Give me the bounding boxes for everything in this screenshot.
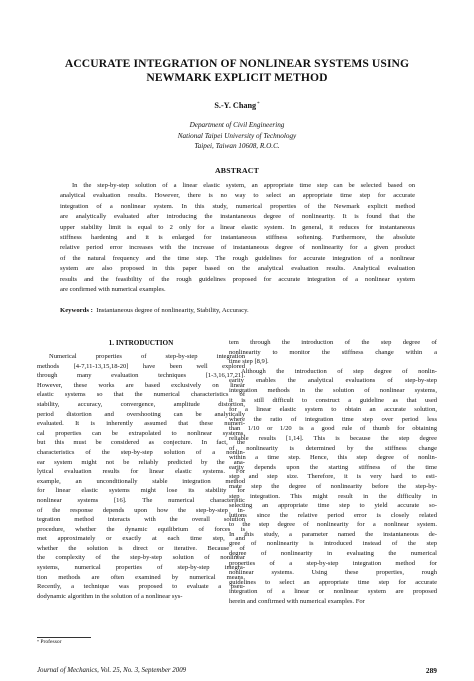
title-line: NEWMARK EXPLICIT METHOD [146, 71, 328, 84]
body-line: period distortion and overshooting can be analytically [37, 410, 245, 418]
footnote-text: Professor [40, 639, 62, 645]
page-number: 289 [425, 666, 437, 675]
affiliation-line: National Taipei University of Technology [177, 131, 297, 140]
body-line: for linear elastic systems might lose its stability for [37, 487, 245, 495]
body-line: met approximately or exactly at each time step, and [37, 535, 245, 543]
body-line: elastic systems so that the numerical characteristics of [37, 391, 245, 399]
abstract-body [60, 181, 415, 295]
body-line: to the step degree of nonlinearity for a nonlinear system. [229, 521, 437, 529]
body-line: of the response depends upon how the step-by-step in- [37, 506, 245, 514]
body-line: degree of nonlinearity in evaluating the numerical [229, 550, 437, 558]
body-line: through many evaluation techniques [1-3,16,17,21]. [37, 372, 245, 380]
keywords-text: Instantaneous degree of nonlinearity, Stability, Accuracy. [96, 307, 249, 314]
journal-footer: Journal of Mechanics, Vol. 25, No. 3, September 2009 [37, 667, 187, 674]
body-line: procedure, whether the dynamic equilibrium of forces is [37, 525, 245, 533]
body-line: Numerical properties of step-by-step integration [49, 353, 245, 360]
title-line: ACCURATE INTEGRATION OF NONLINEAR SYSTEMS USING [64, 57, 410, 70]
body-line: nonlinear systems. Using these properties, rough [229, 569, 437, 577]
abstract-line: are analytically evaluated after introducing the instantaneous degree of nonlinearity. It is found that the [60, 213, 415, 221]
author-name: S.-Y. Chang [214, 101, 257, 110]
body-line: guidelines to select an appropriate time step for accurate [229, 578, 437, 586]
abstract-line: integration of a nonlinear system. In this study, numerical properties of the Newmark explicit method [60, 202, 415, 210]
keywords [60, 306, 415, 316]
body-line: lutions since the relative period error is closely related [229, 511, 437, 519]
body-line: systems, numerical properties of step-by-step integra- [37, 564, 245, 572]
body-line: step and step size. Therefore, it is very hard to esti- [229, 473, 437, 481]
body-line: nonlinearity to monitor the stiffness change within a [229, 348, 437, 356]
body-line: evaluated. It is inherently assumed that these numeri- [37, 420, 245, 428]
abstract-line: upper stability limit is equal to 2 only for a linear elastic system. In general, it reduces for instantaneous [60, 223, 415, 231]
body-line: of nonlinearity is determined by the stiffness change [229, 444, 437, 452]
abstract-line: results and the feasibility of the rough guidelines proposed for accurate integration of a nonlinear system [60, 275, 415, 283]
body-line: integration methods in the solution of nonlinear systems, [229, 386, 437, 394]
body-line: for a linear elastic system to obtain an accurate solution, [229, 406, 437, 414]
body-line: but this must be considered as conjecture. In fact, the [37, 439, 245, 447]
body-line: where the ratio of integration time step over period less [229, 415, 437, 423]
body-line: earity depends upon the starting stiffness of the time [229, 463, 437, 471]
body-line: example, an unconditionally stable integration method [37, 477, 245, 485]
left-column [37, 336, 245, 601]
right-column [229, 338, 437, 607]
body-line: lytical evaluation results for linear elastic systems. For [37, 468, 245, 476]
body-line: gree of nonlinearity is introduced instead of the step [229, 540, 437, 548]
body-line: mate step the degree of nonlinearity before the step-by- [229, 482, 437, 490]
section-heading: 1. INTRODUCTION [108, 339, 174, 347]
body-line: However, these works are based exclusively on linear [37, 381, 245, 389]
body-line: tegration method interacts with the overall solution [37, 516, 245, 524]
abstract-line: stiffness hardening and it is enlarged for instantaneous stiffness softening. Furthermore, the absolute [60, 233, 415, 241]
left-column-text [37, 352, 245, 601]
body-line: Although the introduction of step degree of nonlin- [241, 367, 437, 375]
body-line: whether the solution is direct or iterative. Because of [37, 544, 245, 552]
abstract-line: system are also proposed in this paper based on the analytical evaluation results. Analytical evaluation [60, 265, 415, 273]
body-line: it is still difficult to construct a guideline as that used [229, 396, 437, 404]
body-line: step integration. This might result in the difficulty in [229, 492, 437, 500]
body-line: nonlinear systems [16]. The numerical characteristic [37, 496, 245, 504]
body-line: characteristics of the step-by-step solution of a nonlin- [37, 448, 245, 456]
body-line: cal properties can be extrapolated to nonlinear systems, [37, 429, 245, 437]
body-line: reliable results [1,14]. This is because the step degree [229, 434, 437, 442]
abstract-line: of the natural frequency and the time step. The rough guidelines for accurate integration of a nonlinear [60, 254, 415, 262]
body-line: within a time step. Hence, this step degree of nonlin- [229, 454, 437, 462]
body-line: tem through the introduction of the step degree of [229, 339, 437, 346]
body-line: integration of a linear or nonlinear system are proposed [229, 588, 437, 596]
right-column-text [229, 338, 437, 607]
body-line: earity enables the analytical evaluations of step-by-step [229, 377, 437, 385]
body-line: the complexity of the step-by-step solution of nonlinear [37, 554, 245, 562]
abstract-line: are confirmed with numerical examples. [60, 285, 166, 293]
paper-title [30, 57, 444, 85]
body-line: herein and confirmed with numerical examples. For [229, 598, 365, 606]
abstract-line: analytical evaluation results. However, there is no way to select an appropriate time step for accurate [60, 192, 415, 200]
body-line: methods [4-7,11-13,15,18-20] have been well explored [37, 362, 245, 370]
body-line: than 1/10 or 1/20 is a good rule of thumb for obtaining [229, 425, 437, 433]
body-line: Recently, a technique was proposed to evaluate a pseu- [37, 583, 245, 591]
footnote [37, 638, 62, 646]
keywords-label: Keywords : [60, 307, 93, 314]
body-line: properties of a step-by-step integration method for [229, 559, 437, 567]
affiliation [0, 120, 474, 152]
author-footnote-mark: * [257, 102, 260, 107]
body-line: dodynamic algorithm in the solution of a nonlinear sys- [37, 592, 183, 600]
footnote-mark: * [37, 639, 39, 644]
affiliation-line: Department of Civil Engineering [189, 121, 285, 129]
abstract-line: In the step-by-step solution of a linear elastic system, an appropriate time step can be selected based on [72, 182, 415, 189]
affiliation-line: Taipei, Taiwan 10608, R.O.C. [194, 142, 280, 150]
body-line: tion methods are often examined by numerical means. [37, 573, 245, 581]
abstract-line: relative period error increases with the increase of instantaneous degree of nonlinearity for a given product [60, 244, 415, 252]
body-line: ear system might not be reliably predicted by the ana- [37, 458, 245, 466]
author [0, 101, 474, 111]
body-line: In this study, a parameter named the instantaneous de- [229, 530, 437, 538]
body-line: stability, accuracy, convergence, amplitude distortion, [37, 400, 245, 408]
body-line: selecting an appropriate time step to yield accurate so- [229, 502, 437, 510]
abstract-heading: ABSTRACT [214, 166, 260, 175]
body-line: time step [8,9]. [229, 358, 269, 366]
